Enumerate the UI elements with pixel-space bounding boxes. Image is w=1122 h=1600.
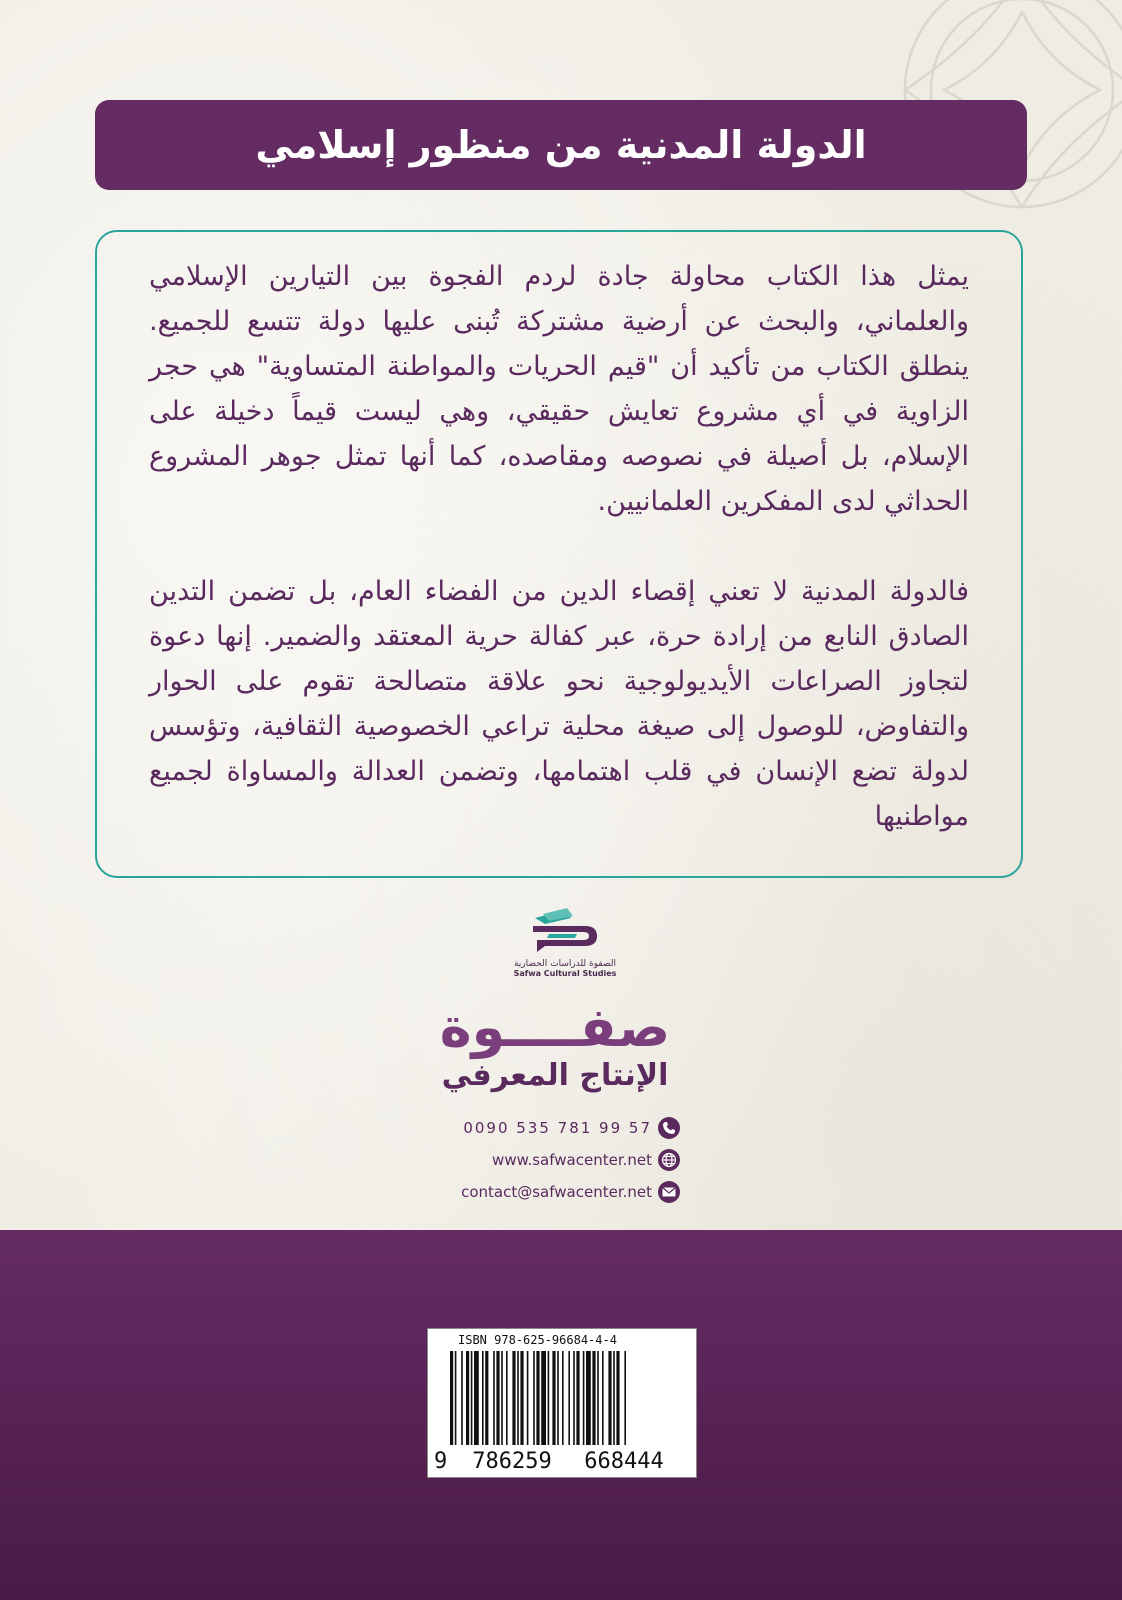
isbn-barcode xyxy=(427,1328,697,1478)
mail-icon xyxy=(658,1181,680,1203)
contact-phone-row xyxy=(430,1112,680,1144)
barcode-digits-left: 786259 xyxy=(472,1449,552,1474)
barcode-digits-right: 668444 xyxy=(584,1449,664,1474)
publisher-arabic-name: الصفوة للدراسات الحضارية xyxy=(513,959,616,969)
isbn-label: ISBN 978-625-96684-4-4 xyxy=(458,1333,617,1347)
publisher-logo xyxy=(510,908,620,979)
brand-tagline: الإنتاج المعرفي xyxy=(441,1058,669,1093)
contact-website-row xyxy=(430,1144,680,1176)
barcode-icon xyxy=(438,1351,686,1449)
globe-icon xyxy=(658,1149,680,1171)
barcode-digits xyxy=(434,1449,690,1474)
brand-name: صفــــوة xyxy=(439,996,671,1059)
brand-block xyxy=(430,996,680,1096)
contact-email-row xyxy=(430,1176,680,1208)
description-box xyxy=(95,230,1023,878)
title-bar xyxy=(95,100,1027,190)
website-url[interactable]: www.safwacenter.net xyxy=(492,1151,652,1169)
description-paragraph-2: فالدولة المدنية لا تعني إقصاء الدين من الفضاء العام، بل تضمن التدين الصادق النابع من إرادة حرة، عبر كفالة حرية المعتقد والضمير. إنها دعوة لتجاوز الصراعات الأيديولوجية نحو علاقة متصالحة تقوم على الحوار والتفاوض، للوصول إلى صيغة محلية تراعي الخصوصية الثقافية، وتؤسس لدولة تضع الإنسان في قلب اهتمامها، وتضمن العدالة والمساواة لجميع مواطنيها xyxy=(149,576,969,832)
description-paragraph-1: يمثل هذا الكتاب محاولة جادة لردم الفجوة بين التيارين الإسلامي والعلماني، والبحث عن أرضية مشتركة تُبنى عليها دولة تتسع للجميع. ينطلق الكتاب من تأكيد أن "قيم الحريات والمواطنة المتساوية" هي حجر الزاوية في أي مشروع تعايش حقيقي، وهي ليست قيماً دخيلة على الإسلام، بل أصيلة في نصوصه ومقاصده، كما أنها تمثل جوهر المشروع الحداثي لدى المفكرين العلمانيين. xyxy=(149,261,969,517)
book-title: الدولة المدنية من منظور إسلامي xyxy=(255,123,867,167)
phone-icon xyxy=(658,1117,680,1139)
barcode-digit-first: 9 xyxy=(434,1449,448,1474)
email-address[interactable]: contact@safwacenter.net xyxy=(461,1183,652,1201)
phone-number: 0090 535 781 99 57 xyxy=(463,1119,652,1137)
contact-list xyxy=(430,1112,680,1208)
publisher-english-name: Safwa Cultural Studies xyxy=(513,969,617,978)
safwa-logo-icon xyxy=(527,908,603,954)
